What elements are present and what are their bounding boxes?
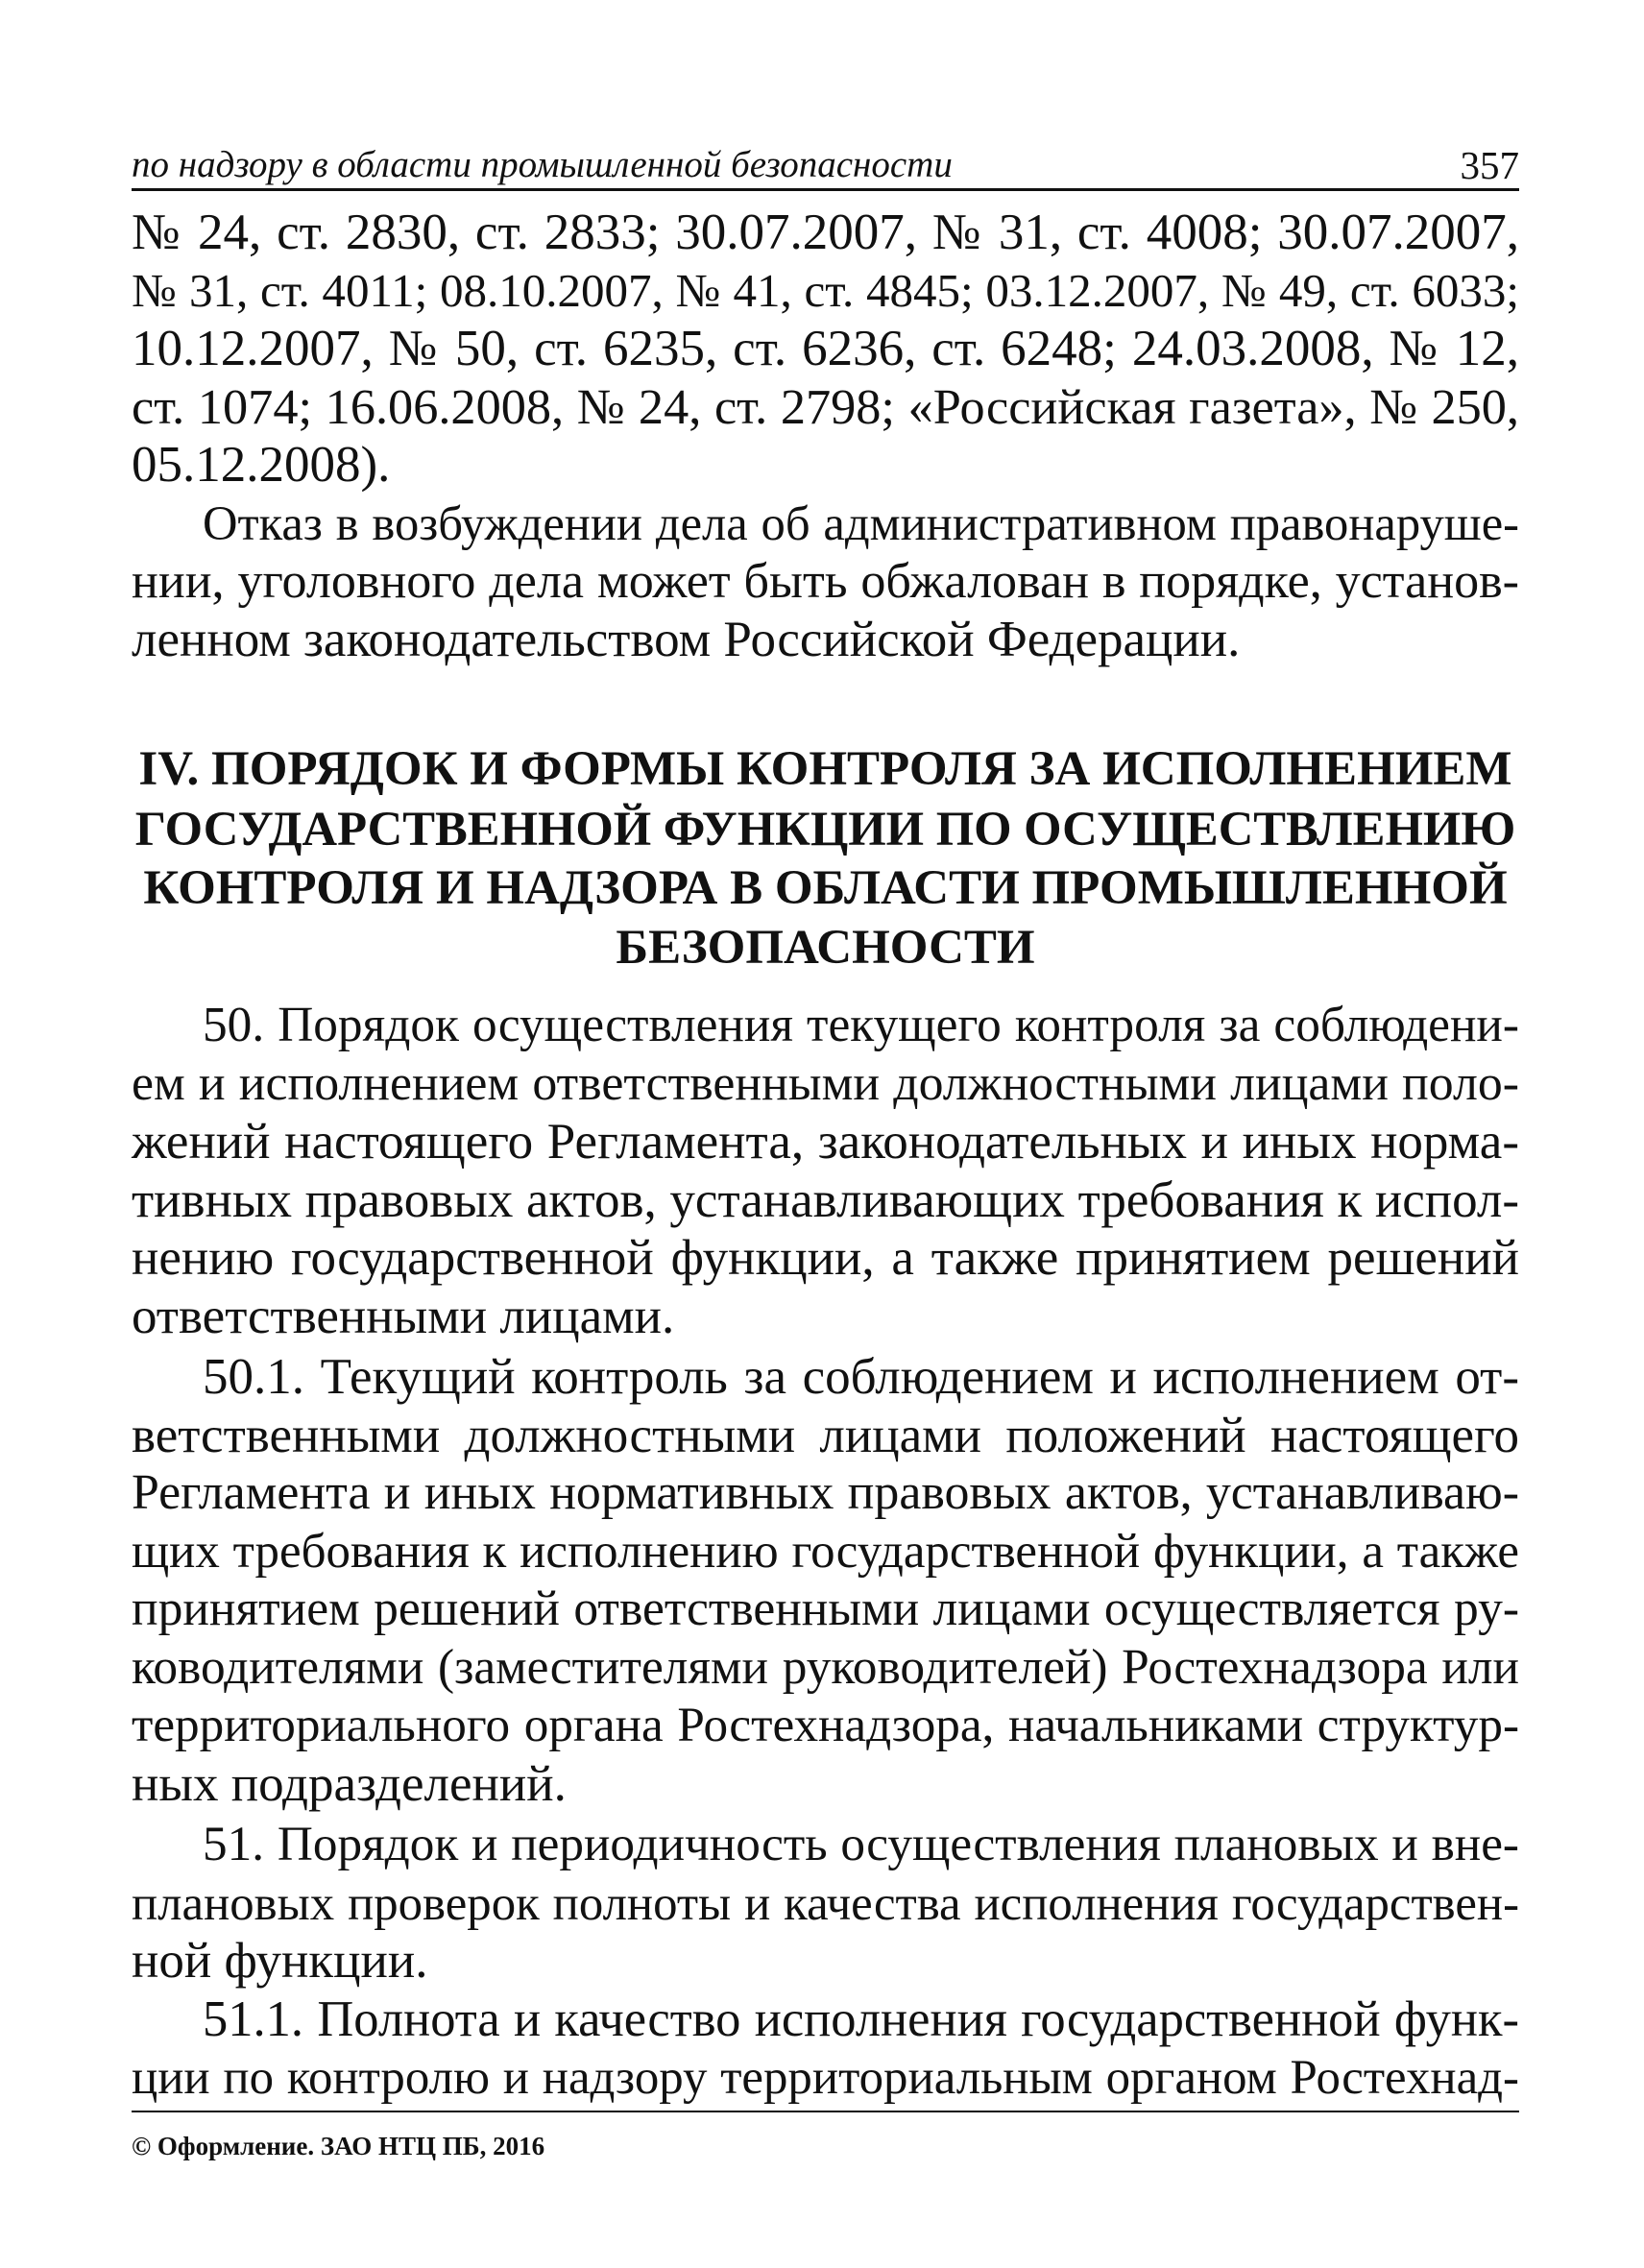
- text-line: Регламента и иных нормативных правовых актов, устанавливаю-: [132, 1465, 1519, 1520]
- text-line: нии, уголовного дела может быть обжалован в порядке, установ-: [132, 553, 1519, 609]
- text-line: ветственными должностными лицами положений настоящего: [132, 1407, 1519, 1463]
- text-line: ции по контролю и надзору территориальным органом Ростехнад-: [132, 2050, 1519, 2105]
- paragraph-51: [132, 1816, 1519, 1991]
- text-line: ных подразделений.: [132, 1755, 567, 1812]
- text-line: ем и исполнением ответственными должностными лицами поло-: [132, 1055, 1519, 1111]
- text-line: щих требования к исполнению государственной функции, а также: [132, 1524, 1519, 1579]
- text-line: Отказ в возбуждении дела об административном правонаруше-: [203, 496, 1519, 550]
- text-line: 10.12.2007, № 50, ст. 6235, ст. 6236, ст. 6248; 24.03.2008, № 12,: [132, 321, 1519, 376]
- heading-line: БЕЗОПАСНОСТИ: [616, 921, 1035, 975]
- text-line: плановых проверок полноты и качества исполнения государствен-: [132, 1875, 1519, 1930]
- paragraph-51-1: [132, 1991, 1519, 2107]
- text-line: нению государственной функции, а также принятием решений: [132, 1230, 1519, 1286]
- text-line: 05.12.2008).: [132, 437, 391, 493]
- refusal-paragraph: [132, 495, 1519, 669]
- heading-line: IV. ПОРЯДОК И ФОРМЫ КОНТРОЛЯ ЗА ИСПОЛНЕНИЕМ: [138, 742, 1512, 796]
- text-line: 50.1. Текущий контроль за соблюдением и исполнением от-: [203, 1349, 1519, 1405]
- text-line: 50. Порядок осуществления текущего контроля за соблюдени-: [203, 998, 1519, 1052]
- text-line: ст. 1074; 16.06.2008, № 24, ст. 2798; «Российская газета», № 250,: [132, 378, 1519, 435]
- paragraph-50-1: [132, 1348, 1519, 1813]
- text-line: 51.1. Полнота и качество исполнения государственной функ-: [203, 1991, 1519, 2047]
- text-line: территориального органа Ростехнадзора, начальниками структур-: [132, 1698, 1519, 1752]
- text-line: принятием решений ответственными лицами осуществляется ру-: [132, 1581, 1519, 1636]
- text-line: № 31, ст. 4011; 08.10.2007, № 41, ст. 4845; 03.12.2007, № 49, ст. 6033;: [132, 263, 1519, 317]
- paragraph-50: [132, 997, 1519, 1345]
- running-title: по надзору в области промышленной безопасности: [132, 144, 953, 185]
- text-line: ководителями (заместителями руководителей) Ростехнадзора или: [132, 1639, 1519, 1695]
- text-line: ответственными лицами.: [132, 1288, 675, 1344]
- section-heading: [132, 739, 1519, 977]
- heading-line: ГОСУДАРСТВЕННОЙ ФУНКЦИИ ПО ОСУЩЕСТВЛЕНИЮ: [134, 802, 1516, 856]
- text-line: № 24, ст. 2830, ст. 2833; 30.07.2007, № 31, ст. 4008; 30.07.2007,: [132, 205, 1519, 260]
- page-number: 357: [1460, 143, 1519, 187]
- text-line: 51. Порядок и периодичность осуществления плановых и вне-: [203, 1817, 1519, 1871]
- text-line: ленном законодательством Российской Федерации.: [132, 612, 1241, 667]
- citation-tail-paragraph: [132, 204, 1519, 495]
- text-line: жений настоящего Регламента, законодательных и иных норма-: [132, 1114, 1519, 1170]
- text-line: ной функции.: [132, 1933, 428, 1989]
- heading-line: КОНТРОЛЯ И НАДЗОРА В ОБЛАСТИ ПРОМЫШЛЕННОЙ: [143, 861, 1508, 915]
- copyright-notice: © Оформление. ЗАО НТЦ ПБ, 2016: [132, 2132, 545, 2160]
- running-header: [132, 144, 1519, 191]
- text-line: тивных правовых актов, устанавливающих требования к испол-: [132, 1171, 1519, 1228]
- footer-rule: [132, 2111, 1519, 2112]
